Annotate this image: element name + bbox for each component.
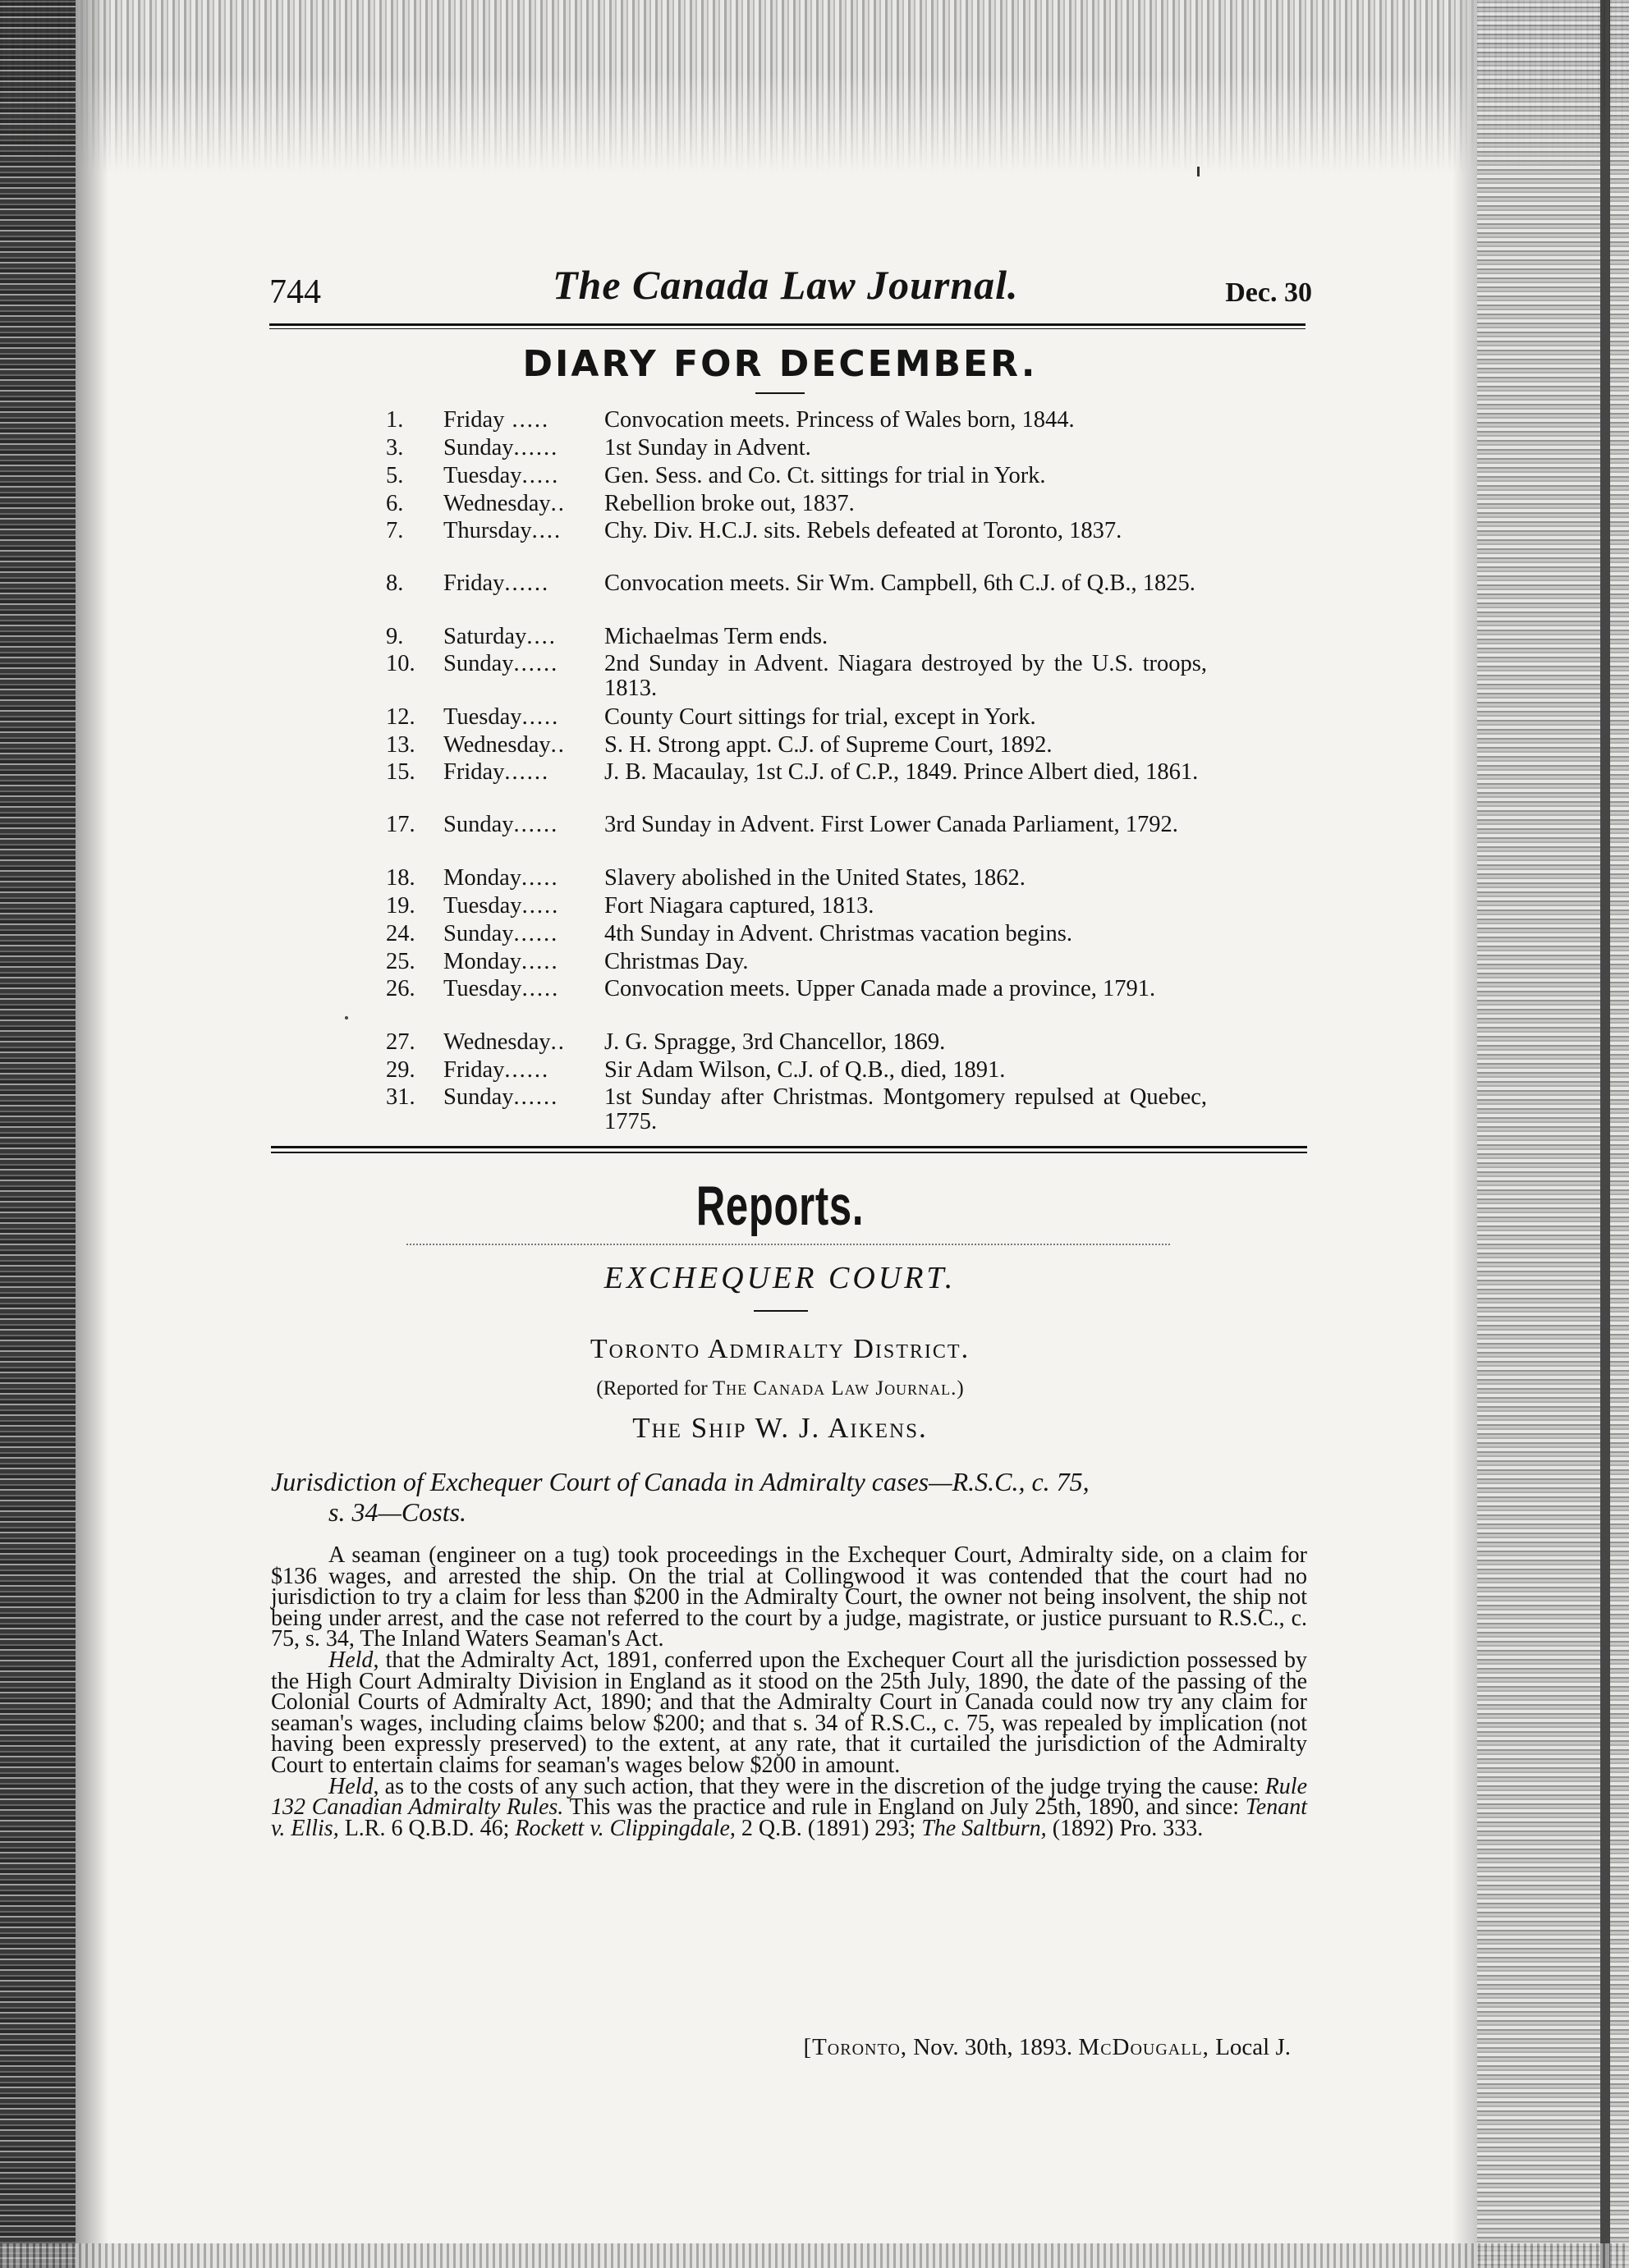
- diary-weekday: [443, 977, 990, 1001]
- diary-weekday: [443, 760, 990, 785]
- weekday-name: Tuesday: [443, 463, 522, 488]
- court-name: EXCHEQUER COURT.: [603, 1261, 957, 1295]
- diary-weekday: [443, 1029, 990, 1056]
- diary-date: 7.: [386, 518, 404, 543]
- diary-entry: [386, 571, 1207, 624]
- weekday-name: Wednesday: [443, 491, 551, 516]
- diary-event: Gen. Sess. and Co. Ct. sittings for trial in York.: [604, 463, 1046, 488]
- scan-speck: [1197, 167, 1200, 176]
- diary-event: Fort Niagara captured, 1813.: [604, 893, 874, 919]
- scan-edge-right: [1477, 0, 1629, 2268]
- scan-edge-left: [0, 0, 76, 2268]
- diary-entry: [386, 491, 1207, 519]
- diary-date: 1.: [386, 407, 404, 433]
- leader-dots: ......: [504, 1057, 550, 1083]
- diary-event: 4th Sunday in Advent. Christmas vacation begins.: [604, 921, 1072, 946]
- diary-event: 1st Sunday in Advent.: [604, 435, 811, 460]
- leader-dots: .....: [521, 949, 559, 974]
- weekday-name: Sunday: [443, 813, 514, 837]
- weekday-name: Sunday: [443, 652, 514, 676]
- leader-dots: .....: [521, 865, 559, 891]
- leader-dots: .....: [521, 893, 560, 919]
- diary-entry: [386, 921, 1207, 949]
- diary-event: Chy. Div. H.C.J. sits. Rebels defeated at Toronto, 1837.: [604, 518, 1122, 543]
- diary-entry: [386, 624, 1207, 652]
- case-name: The Ship W. J. Aikens.: [632, 1412, 928, 1444]
- weekday-name: Tuesday: [443, 704, 522, 730]
- diary-entry: [386, 865, 1207, 893]
- diary-entry: [386, 893, 1207, 921]
- leader-dots: ......: [504, 571, 550, 596]
- diary-event: County Court sittings for trial, except in York.: [604, 704, 1036, 730]
- diary-date: 17.: [386, 812, 415, 837]
- costs-text: , as to the costs of any such action, that they were in the discretion of the judge trying the cause:: [373, 1773, 1265, 1799]
- diary-event: Christmas Day.: [604, 949, 749, 974]
- journal-title: The Canada Law Journal.: [553, 262, 1019, 308]
- weekday-name: Monday: [443, 865, 521, 891]
- case-citation: Tenant v. Ellis,: [271, 1794, 1307, 1841]
- diary-date: 27.: [386, 1029, 415, 1055]
- diary-entry: [386, 463, 1207, 491]
- diary-entry: [386, 949, 1207, 977]
- diary-date: 19.: [386, 893, 415, 919]
- leader-dots: .....: [521, 977, 560, 1001]
- weekday-name: Friday: [443, 1057, 505, 1083]
- costs-text: 2 Q.B. (1891) 293;: [735, 1815, 922, 1841]
- diary-entry: [386, 435, 1207, 463]
- weekday-name: Friday: [443, 571, 505, 596]
- diary-event: Michaelmas Term ends.: [604, 624, 828, 649]
- diary-weekday: [443, 865, 990, 891]
- diary-date: 8.: [386, 570, 404, 596]
- dotted-divider: [406, 1244, 1170, 1245]
- diary-weekday: [443, 1057, 990, 1084]
- leader-dots: ......: [513, 435, 559, 460]
- diary-weekday: [443, 435, 990, 461]
- diary-date: 9.: [386, 624, 404, 649]
- diary-date: 24.: [386, 921, 415, 946]
- diary-heading-rule: [755, 392, 805, 394]
- signature-date: Nov. 30th, 1893.: [907, 2034, 1079, 2060]
- leader-dots: ......: [513, 813, 559, 837]
- diary-event: Sir Adam Wilson, C.J. of Q.B., died, 1891.: [604, 1057, 1006, 1083]
- diary-event: Slavery abolished in the United States, 1862.: [604, 865, 1026, 891]
- diary-weekday: [443, 1085, 990, 1110]
- diary-entry: [386, 704, 1207, 732]
- holding-paragraph: [271, 1647, 1307, 1778]
- headnote: [271, 1467, 1307, 1528]
- diary-weekday: [443, 813, 990, 837]
- running-header: [269, 261, 1312, 318]
- held-label: Held: [328, 1773, 374, 1799]
- diary-event: 1st Sunday after Christmas. Montgomery repulsed at Quebec, 1775.: [604, 1084, 1207, 1134]
- weekday-name: Sunday: [443, 1085, 514, 1110]
- diary-event: J. G. Spragge, 3rd Chancellor, 1869.: [604, 1029, 946, 1055]
- leader-dots: ......: [513, 652, 559, 676]
- diary-date: 3.: [386, 435, 404, 460]
- court-rule: [754, 1310, 808, 1312]
- diary-entry: [386, 1085, 1207, 1138]
- diary-entry: [386, 977, 1207, 1029]
- leader-dots: ..: [550, 732, 566, 758]
- reporter-prefix: (Reported for: [596, 1377, 713, 1400]
- reporter-credit: [328, 1377, 1232, 1400]
- leader-dots: ..: [550, 491, 566, 516]
- diary-event: Rebellion broke out, 1837.: [604, 491, 855, 516]
- weekday-name: Sunday: [443, 435, 514, 460]
- leader-dots: ..: [550, 1029, 566, 1055]
- diary-entry: [386, 519, 1207, 571]
- holding-text: , that the Admiralty Act, 1891, conferred upon the Exchequer Court all the jurisdiction possessed by the High Court Admiralty Division in England as it stood on the 25th July, 1890, the date of the passing of the Colonial Courts of Admiralty Act, 1890; and that the Admiralty Court in Canada could now try any claim for seaman's wages, including claims below $200; and that s. 34 of R.S.C., c. 75, was repealed by implication (not having been expressly preserved) to the extent, at any rate, that it curtailed the jurisdiction of the Admiralty Court to entertain claims for seaman's wages below $200 in amount.: [271, 1647, 1307, 1778]
- scan-speck: [345, 1016, 348, 1019]
- case-citation: Rockett v. Clippingdale,: [515, 1815, 736, 1841]
- costs-text: (1892) Pro. 333.: [1046, 1815, 1204, 1841]
- reporter-suffix: ): [957, 1377, 964, 1400]
- diary-entry: [386, 760, 1207, 813]
- leader-dots: ......: [513, 1085, 559, 1110]
- reports-heading: Reports.: [695, 1175, 865, 1237]
- leader-dots: .....: [504, 407, 550, 433]
- diary-event: Convocation meets. Sir Wm. Campbell, 6th C.J. of Q.B., 1825.: [604, 570, 1195, 596]
- costs-paragraph: [271, 1773, 1307, 1841]
- leader-dots: ....: [531, 519, 562, 543]
- leader-dots: .....: [521, 463, 560, 488]
- case-citation: The Saltburn,: [921, 1815, 1047, 1841]
- diary-weekday: [443, 732, 990, 758]
- diary-date: 18.: [386, 865, 415, 891]
- diary-weekday: [443, 463, 990, 489]
- scan-edge-bottom: [0, 2243, 1629, 2268]
- leader-dots: ....: [526, 624, 557, 649]
- diary-weekday: [443, 949, 990, 975]
- diary-weekday: [443, 407, 990, 433]
- diary-date: 12.: [386, 704, 415, 730]
- held-label: Held: [328, 1647, 374, 1673]
- diary-entry: [386, 1057, 1207, 1085]
- page-number: 744: [269, 273, 321, 311]
- weekday-name: Tuesday: [443, 893, 522, 919]
- costs-text: L.R. 6 Q.B.D. 46;: [338, 1815, 516, 1841]
- leader-dots: .....: [521, 704, 560, 730]
- weekday-name: Friday: [443, 407, 505, 433]
- diary-weekday: [443, 571, 990, 596]
- diary-weekday: [443, 519, 990, 543]
- diary-date: 31.: [386, 1084, 415, 1110]
- section-divider: [271, 1146, 1307, 1153]
- facts-paragraph: A seaman (engineer on a tug) took proceedings in the Exchequer Court, Admiralty side, on a claim for $136 wages, and arrested the ship. On the trial at Collingwood it was contended that the court had no jurisdiction to try a claim for less than $200 in the Admiralty Court, the owner not being insolvent, the ship not being under arrest, and the case not referred to the court by a judge, magistrate, or justice pursuant to R.S.C., c. 75, s. 34, The Inland Waters Seaman's Act.: [271, 1542, 1307, 1652]
- diary-date: 15.: [386, 759, 415, 785]
- weekday-name: Tuesday: [443, 977, 522, 1001]
- diary-weekday: [443, 624, 990, 650]
- weekday-name: Friday: [443, 760, 505, 785]
- diary-weekday: [443, 921, 990, 947]
- leader-dots: ......: [513, 921, 559, 946]
- diary-weekday: [443, 652, 990, 676]
- diary-event: Convocation meets. Upper Canada made a province, 1791.: [604, 976, 1156, 1001]
- diary-date: 13.: [386, 732, 415, 758]
- diary-date: 25.: [386, 949, 415, 974]
- signature-place: [Toronto,: [803, 2034, 908, 2060]
- header-rule: [269, 323, 1305, 329]
- weekday-name: Sunday: [443, 921, 514, 946]
- diary-event: 3rd Sunday in Advent. First Lower Canada Parliament, 1792.: [604, 812, 1178, 837]
- diary-event: Convocation meets. Princess of Wales born, 1844.: [604, 407, 1075, 433]
- diary-event: J. B. Macaulay, 1st C.J. of C.P., 1849. Prince Albert died, 1861.: [604, 759, 1199, 785]
- diary-entry: [386, 1029, 1207, 1057]
- weekday-name: Monday: [443, 949, 521, 974]
- leader-dots: ......: [504, 760, 550, 785]
- diary-weekday: [443, 704, 990, 731]
- report-body: [271, 1542, 1307, 1841]
- diary-heading: DIARY FOR DECEMBER.: [522, 343, 1038, 385]
- weekday-name: Wednesday: [443, 732, 551, 758]
- signature-title: Local J.: [1209, 2034, 1291, 2060]
- diary-entry: [386, 813, 1207, 865]
- issue-date: Dec. 30: [1225, 277, 1312, 308]
- rule-citation: Rule 132 Canadian Admiralty Rules.: [271, 1773, 1307, 1821]
- diary-weekday: [443, 893, 990, 919]
- costs-text: This was the practice and rule in England on July 25th, 1890, and since:: [563, 1794, 1246, 1821]
- judgment-signature: [636, 2034, 1291, 2061]
- diary-weekday: [443, 491, 990, 517]
- diary-date: 29.: [386, 1057, 415, 1083]
- weekday-name: Wednesday: [443, 1029, 551, 1055]
- diary-date: 6.: [386, 491, 404, 516]
- weekday-name: Thursday: [443, 519, 532, 543]
- reporter-journal: The Canada Law Journal.: [712, 1377, 957, 1400]
- diary-date: 10.: [386, 651, 415, 676]
- diary-entry: [386, 732, 1207, 760]
- weekday-name: Saturday: [443, 624, 527, 649]
- diary-event: 2nd Sunday in Advent. Niagara destroyed by the U.S. troops, 1813.: [604, 651, 1207, 701]
- diary-event: S. H. Strong appt. C.J. of Supreme Court, 1892.: [604, 732, 1053, 758]
- diary-entry: [386, 652, 1207, 704]
- diary-list: [386, 407, 1207, 1138]
- diary-entry: [386, 407, 1207, 435]
- page-fold-shadow: [1600, 0, 1610, 2268]
- headnote-line: Jurisdiction of Exchequer Court of Canada in Admiralty cases—R.S.C., c. 75,: [271, 1467, 1090, 1496]
- signature-judge: McDougall,: [1078, 2034, 1209, 2060]
- scan-edge-top: [0, 0, 1629, 172]
- headnote-line: s. 34—Costs.: [328, 1497, 467, 1527]
- district-name: Toronto Admiralty District.: [590, 1334, 971, 1364]
- diary-date: 5.: [386, 463, 404, 488]
- diary-date: 26.: [386, 976, 415, 1001]
